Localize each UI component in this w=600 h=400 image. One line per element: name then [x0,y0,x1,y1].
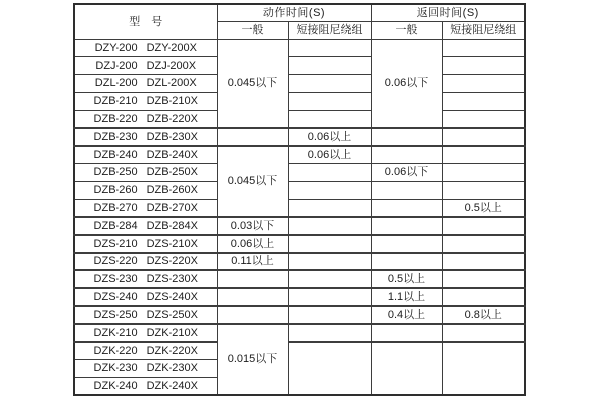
model-name-x: DZB-250X [146,166,198,179]
table-row [74,146,525,164]
cell-return-general [371,253,442,271]
cell-action-general: 0.03以下 [217,217,288,235]
cell-action-damping [288,164,371,182]
cell-action-general: 0.045以下 [217,146,288,217]
cell-return-general [371,324,442,342]
table-row [74,288,525,306]
cell-return-damping [442,270,525,288]
cell-return-damping [442,164,525,182]
table-row [74,342,525,360]
model-name-x: DZK-210X [146,326,198,339]
model-name: DZS-240 [93,291,138,303]
action-general-subheader: 一般 [217,22,288,40]
model-cell [74,128,217,146]
model-cell [74,217,217,235]
model-cell [74,288,217,306]
model-name-x: DZL-200X [146,77,197,90]
model-name: DZK-240 [93,379,138,392]
cell-return-damping [442,217,525,235]
model-name-x: DZK-220X [146,344,198,357]
model-name: DZK-220 [93,344,138,357]
model-cell [74,342,217,360]
model-cell [74,164,217,182]
model-cell [74,75,217,93]
model-name-x: DZK-230X [146,362,198,375]
model-cell [74,146,217,164]
action-damping-subheader: 短接阻尼绕组 [288,22,371,40]
cell-return-damping: 0.8以上 [442,306,525,324]
cell-action-general: 0.06以上 [217,235,288,253]
cell-return-general: 0.4以上 [371,306,442,324]
cell-return-general: 0.06以下 [371,164,442,182]
model-name-x: DZS-240X [146,291,198,303]
model-name-x: DZB-220X [146,112,198,125]
cell-return-damping [442,324,525,342]
model-name: DZB-260 [93,184,138,197]
cell-action-general [217,288,288,306]
cell-action-damping [288,306,371,324]
model-name: DZB-240 [93,148,138,161]
cell-return-damping [442,92,525,110]
model-cell [74,306,217,324]
table-row [74,181,525,199]
cell-action-damping [288,75,371,93]
model-name-x: DZS-210X [146,237,198,250]
model-name-x: DZB-230X [146,130,198,143]
model-name-x: DZB-260X [146,184,198,197]
cell-action-damping [288,235,371,253]
cell-action-general [217,128,288,146]
cell-action-general: 0.11以上 [217,253,288,271]
table-row [74,92,525,110]
table-row [74,128,525,146]
cell-return-general [371,235,442,253]
cell-return-general [371,342,442,395]
return-damping-subheader: 短接阻尼绕组 [442,22,525,40]
cell-return-damping [442,146,525,164]
model-name: DZS-250 [93,308,138,321]
model-name: DZK-230 [93,362,138,375]
cell-action-damping [288,92,371,110]
model-name: DZS-220 [93,255,138,268]
cell-action-damping: 0.06以上 [288,128,371,146]
model-cell [74,57,217,75]
model-name: DZB-210 [93,95,138,108]
model-name: DZJ-200 [95,59,138,72]
model-cell [74,39,217,57]
model-cell [74,235,217,253]
model-name: DZB-250 [93,166,138,179]
model-name-x: DZS-250X [146,308,198,321]
cell-action-damping [288,270,371,288]
model-name: DZK-210 [93,326,138,339]
cell-return-damping [442,235,525,253]
cell-return-damping [442,110,525,128]
model-column-header: 型 号 [74,4,217,39]
cell-action-damping [288,324,371,342]
model-name-x: DZB-210X [146,95,198,108]
cell-action-general [217,306,288,324]
cell-return-damping [442,39,525,57]
model-name-x: DZS-220X [146,255,198,268]
model-cell [74,270,217,288]
model-name-x: DZJ-200X [146,59,197,72]
model-name-x: DZY-200X [146,41,197,54]
table-row [74,39,525,57]
return-general-subheader: 一般 [371,22,442,40]
model-name-x: DZK-240X [146,379,198,392]
model-cell [74,181,217,199]
table-row [74,110,525,128]
cell-action-damping [288,39,371,57]
table-row [74,199,525,217]
model-name: DZL-200 [94,77,138,90]
model-cell [74,199,217,217]
table-row [74,235,525,253]
action-time-header: 动作时间(S) [217,4,371,22]
model-cell [74,253,217,271]
model-name: DZY-200 [94,41,138,54]
model-name: DZB-230 [93,130,138,143]
relay-timing-table [73,3,526,396]
cell-action-general: 0.015以下 [217,324,288,395]
table-row [74,324,525,342]
model-name-x: DZB-270X [146,201,198,214]
model-name: DZS-230 [93,273,138,286]
model-name-x: DZB-284X [146,219,198,232]
cell-return-damping [442,128,525,146]
model-name: DZS-210 [93,237,138,250]
table-row [74,57,525,75]
model-name: DZB-284 [93,219,138,232]
cell-return-general [371,128,442,146]
model-cell [74,359,217,377]
cell-return-general [371,146,442,164]
model-name: DZB-220 [93,112,138,125]
cell-action-damping [288,110,371,128]
cell-return-damping [442,253,525,271]
cell-return-damping [442,75,525,93]
table-row [74,164,525,182]
cell-return-damping [442,342,525,395]
cell-action-damping [288,288,371,306]
model-name-x: DZB-240X [146,148,198,161]
cell-return-damping [442,57,525,75]
model-name: DZB-270 [93,201,138,214]
table-row [74,270,525,288]
model-cell [74,324,217,342]
model-cell [74,110,217,128]
return-time-header: 返回时间(S) [371,4,525,22]
model-cell [74,92,217,110]
cell-return-general [371,199,442,217]
cell-action-general: 0.045以下 [217,39,288,128]
cell-return-damping [442,181,525,199]
cell-action-damping [288,181,371,199]
table-row [74,217,525,235]
table-row [74,306,525,324]
cell-return-damping: 0.5以上 [442,199,525,217]
cell-action-damping [288,253,371,271]
cell-return-general [371,217,442,235]
cell-action-damping [288,57,371,75]
cell-return-damping [442,288,525,306]
cell-return-general: 1.1以上 [371,288,442,306]
cell-return-general: 0.06以下 [371,39,442,128]
cell-return-general [371,181,442,199]
model-cell [74,377,217,395]
cell-action-general [217,270,288,288]
table-row [74,75,525,93]
cell-action-damping [288,217,371,235]
cell-action-damping: 0.06以上 [288,146,371,164]
table-row [74,253,525,271]
model-name-x: DZS-230X [146,273,198,286]
cell-return-general: 0.5以上 [371,270,442,288]
cell-action-damping [288,342,371,395]
cell-action-damping [288,199,371,217]
